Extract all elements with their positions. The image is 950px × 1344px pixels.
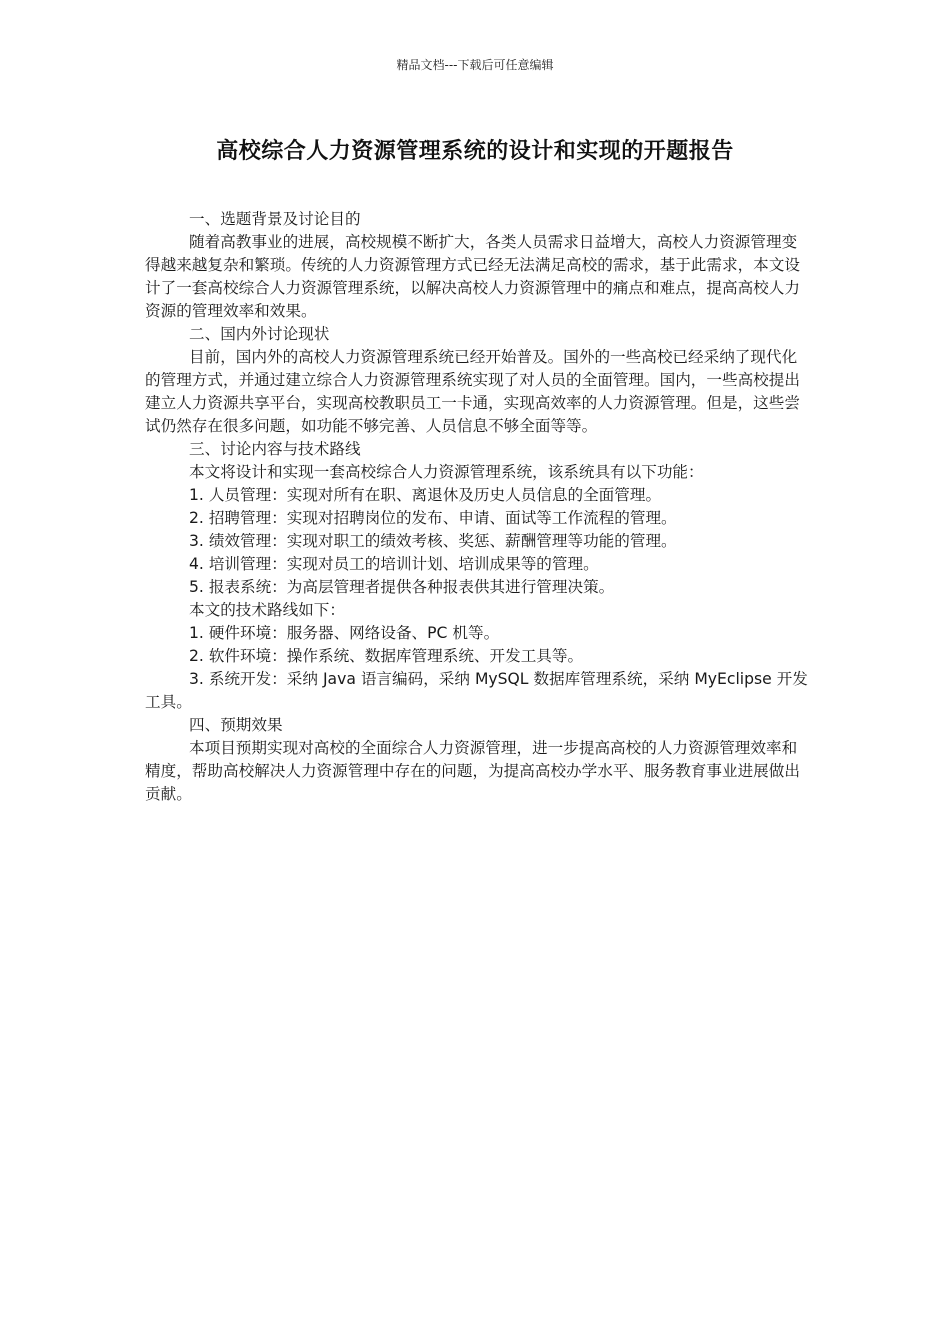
section-paragraph-2: 目前，国内外的高校人力资源管理系统已经开始普及。国外的一些高校已经采纳了现代化的管理方式，并通过建立综合人力资源管理系统实现了对人员的全面管理。国内，一些高校提出建立人力资源共享平台，实现高校教职员工一卡通，实现高效率的人力资源管理。但是，这些尝试仍然存在很多问题，如功能不够完善、人员信息不够全面等等。 <box>145 348 800 435</box>
section-paragraph-4: 本项目预期实现对高校的全面综合人力资源管理，进一步提高高校的人力资源管理效率和精度，帮助高校解决人力资源管理中存在的问题，为提高高校办学水平、服务教育事业进展做出贡献。 <box>145 739 800 803</box>
route-item: 2. 软件环境：操作系统、数据库管理系统、开发工具等。 <box>189 647 584 665</box>
section-heading-1: 一、选题背景及讨论目的 <box>189 210 361 228</box>
route-item: 3. 系统开发：采纳 Java 语言编码，采纳 MySQL 数据库管理系统，采纳 MyEclipse 开发工具。 <box>145 670 808 711</box>
section-heading-4: 四、预期效果 <box>189 716 283 734</box>
function-item: 4. 培训管理：实现对员工的培训计划、培训成果等的管理。 <box>189 555 599 573</box>
document-body <box>145 208 810 806</box>
function-item: 1. 人员管理：实现对所有在职、离退休及历史人员信息的全面管理。 <box>189 486 662 504</box>
route-intro: 本文的技术路线如下： <box>189 601 345 619</box>
function-item: 5. 报表系统：为高层管理者提供各种报表供其进行管理决策。 <box>189 578 615 596</box>
section-paragraph-1: 随着高教事业的进展，高校规模不断扩大，各类人员需求日益增大，高校人力资源管理变得越来越复杂和繁琐。传统的人力资源管理方式已经无法满足高校的需求，基于此需求，本文设计了一套高校综合人力资源管理系统，以解决高校人力资源管理中的痛点和难点，提高高校人力资源的管理效率和效果。 <box>145 233 800 320</box>
section-intro-3: 本文将设计和实现一套高校综合人力资源管理系统，该系统具有以下功能： <box>189 463 704 481</box>
section-heading-3: 三、讨论内容与技术路线 <box>189 440 361 458</box>
function-item: 2. 招聘管理：实现对招聘岗位的发布、申请、面试等工作流程的管理。 <box>189 509 677 527</box>
section-heading-2: 二、国内外讨论现状 <box>189 325 330 343</box>
route-item: 1. 硬件环境：服务器、网络设备、PC 机等。 <box>189 624 500 642</box>
page-header-note: 精品文档---下载后可任意编辑 <box>396 58 554 72</box>
document-title: 高校综合人力资源管理系统的设计和实现的开题报告 <box>216 139 734 164</box>
function-item: 3. 绩效管理：实现对职工的绩效考核、奖惩、薪酬管理等功能的管理。 <box>189 532 677 550</box>
